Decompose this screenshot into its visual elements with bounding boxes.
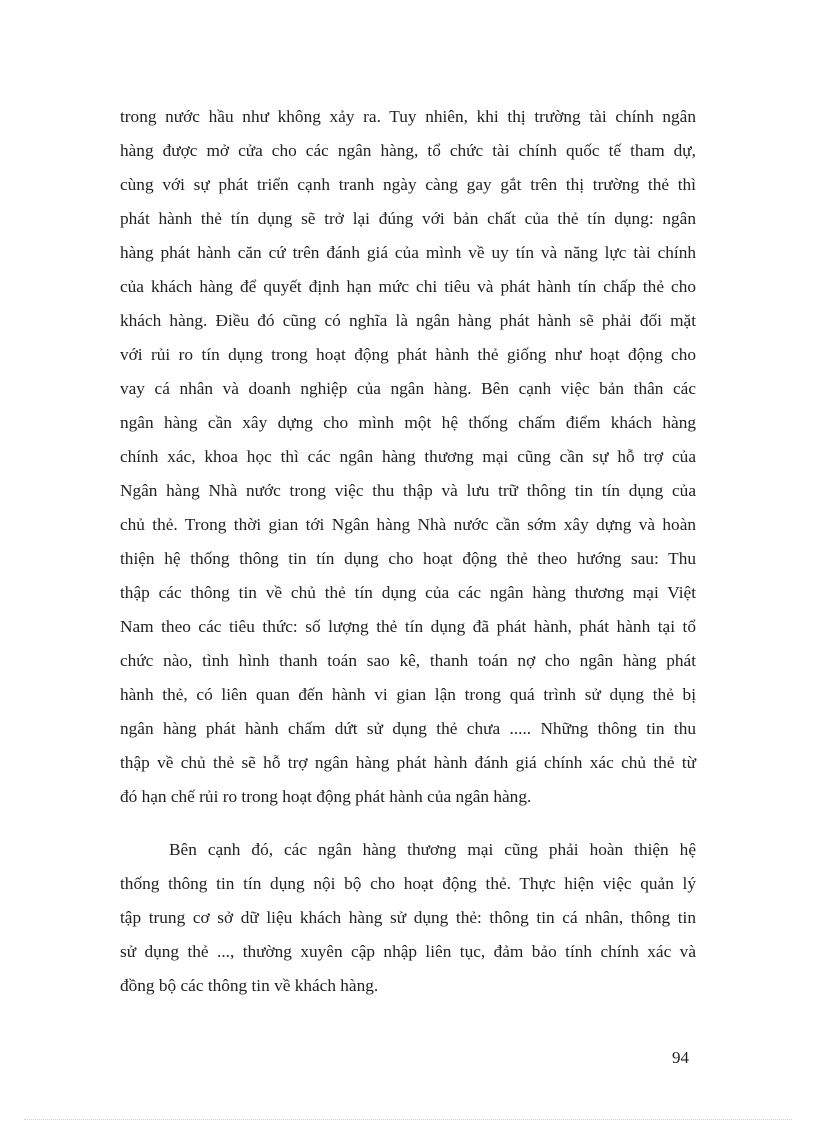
text-line: ngân hàng cần xây dựng cho mình một hệ thống chấm điểm khách hàng	[120, 413, 696, 432]
page-bottom-divider	[24, 1119, 792, 1120]
text-line: hàng được mở cửa cho các ngân hàng, tổ chức tài chính quốc tế tham dự,	[120, 141, 696, 160]
text-line: hàng phát hành căn cứ trên đánh giá của mình về uy tín và năng lực tài chính	[120, 243, 696, 262]
text-line: tập trung cơ sở dữ liệu khách hàng sử dụng thẻ: thông tin cá nhân, thông tin	[120, 908, 696, 927]
text-line: thập các thông tin về chủ thẻ tín dụng của các ngân hàng thương mại Việt	[120, 583, 696, 602]
text-line: với rủi ro tín dụng trong hoạt động phát hành thẻ giống như hoạt động cho	[120, 345, 696, 364]
text-line: trong nước hầu như không xảy ra. Tuy nhiên, khi thị trường tài chính ngân	[120, 107, 696, 126]
text-line: ngân hàng phát hành chấm dứt sử dụng thẻ chưa ..... Những thông tin thu	[120, 719, 696, 738]
text-line: Nam theo các tiêu thức: số lượng thẻ tín dụng đã phát hành, phát hành tại tổ	[120, 617, 696, 636]
text-line: sử dụng thẻ ..., thường xuyên cập nhập liên tục, đảm bảo tính chính xác và	[120, 942, 696, 961]
text-line: thiện hệ thống thông tin tín dụng cho hoạt động thẻ theo hướng sau: Thu	[120, 549, 696, 568]
body-text	[120, 100, 696, 1003]
text-line: đồng bộ các thông tin về khách hàng.	[120, 976, 379, 995]
text-line: Ngân hàng Nhà nước trong việc thu thập và lưu trữ thông tin tín dụng của	[120, 481, 696, 500]
text-line: vay cá nhân và doanh nghiệp của ngân hàng. Bên cạnh việc bản thân các	[120, 379, 696, 398]
text-line: hành thẻ, có liên quan đến hành vi gian lận trong quá trình sử dụng thẻ bị	[120, 685, 696, 704]
text-line: cùng với sự phát triển cạnh tranh ngày càng gay gắt trên thị trường thẻ thì	[120, 175, 696, 194]
paragraph-1	[120, 100, 696, 814]
text-line: của khách hàng để quyết định hạn mức chi tiêu và phát hành tín chấp thẻ cho	[120, 277, 696, 296]
text-line: Bên cạnh đó, các ngân hàng thương mại cũng phải hoàn thiện hệ	[169, 840, 696, 859]
text-line: chính xác, khoa học thì các ngân hàng thương mại cũng cần sự hỗ trợ của	[120, 447, 696, 466]
text-line: khách hàng. Điều đó cũng có nghĩa là ngân hàng phát hành sẽ phải đối mặt	[120, 311, 696, 330]
text-line: chức nào, tình hình thanh toán sao kê, thanh toán nợ cho ngân hàng phát	[120, 651, 696, 670]
text-line: thập về chủ thẻ sẽ hỗ trợ ngân hàng phát hành đánh giá chính xác chủ thẻ từ	[120, 753, 696, 772]
text-line: chủ thẻ. Trong thời gian tới Ngân hàng Nhà nước cần sớm xây dựng và hoàn	[120, 515, 696, 534]
paragraph-2	[120, 833, 696, 1003]
page-number: 94	[672, 1048, 689, 1067]
text-line: đó hạn chế rủi ro trong hoạt động phát hành của ngân hàng.	[120, 787, 532, 806]
paragraph-spacing	[120, 814, 696, 833]
text-line: phát hành thẻ tín dụng sẽ trở lại đúng với bản chất của thẻ tín dụng: ngân	[120, 209, 696, 228]
text-line: thống thông tin tín dụng nội bộ cho hoạt động thẻ. Thực hiện việc quản lý	[120, 874, 696, 893]
